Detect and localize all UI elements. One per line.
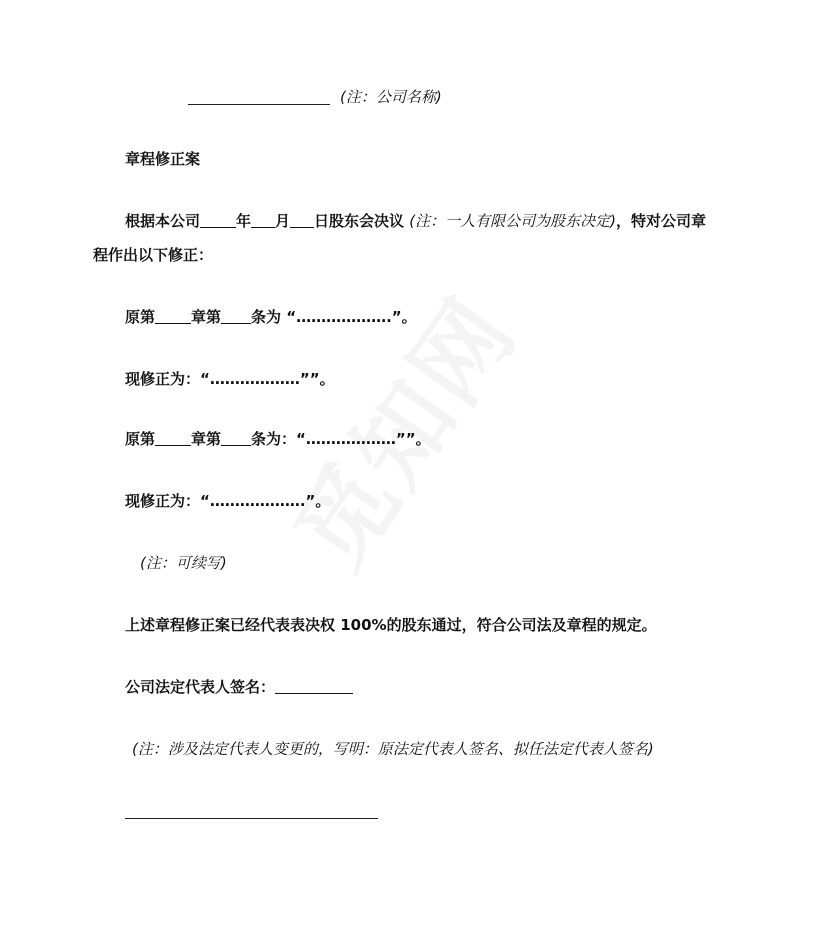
approval-statement: 上述章程修正案已经代表表决权 100%的股东通过，符合公司法及章程的规定。 (125, 616, 657, 634)
document-title: 章程修正案 (125, 150, 201, 168)
intro-day-meeting: 日股东会决议 (314, 212, 405, 230)
amendment-2-suffix: 条为：“………………””。 (251, 430, 431, 448)
amendment-1-suffix: 条为 “……………….”。 (251, 308, 417, 326)
amendment-1-revised: 现修正为：“………………””。 (125, 370, 335, 388)
amendment-2-article-blank[interactable] (221, 429, 251, 446)
amendment-1-chapter-blank[interactable] (155, 307, 191, 324)
intro-line-2: 程作出以下修正： (93, 246, 214, 264)
signature-blank[interactable] (275, 677, 353, 694)
intro-part1: 根据本公司 (125, 212, 201, 230)
amendment-2-chapter: 章第 (191, 430, 222, 448)
amendment-2-chapter-blank[interactable] (155, 429, 191, 446)
intro-year: 年 (236, 212, 252, 230)
year-blank[interactable] (200, 211, 236, 228)
amendment-1-article-blank[interactable] (221, 307, 251, 324)
amendment-2-prefix: 原第 (125, 430, 156, 448)
amendment-2-revised: 现修正为：“……………….”。 (125, 492, 331, 510)
bottom-signature-rule[interactable] (125, 818, 378, 819)
signature-label: 公司法定代表人签名： (125, 678, 276, 696)
intro-month: 月 (275, 212, 291, 230)
signature-line (125, 676, 353, 698)
month-blank[interactable] (251, 211, 275, 228)
intro-line-1 (125, 210, 706, 232)
company-name-note: (注：公司名称) (340, 88, 442, 106)
intro-part2: ，特对公司章 (616, 212, 707, 230)
amendment-1-prefix: 原第 (125, 308, 156, 326)
signature-note: (注：涉及法定代表人变更的，写明：原法定代表人签名、拟任法定代表人签名) (132, 740, 654, 758)
continue-note: (注：可续写) (140, 554, 227, 572)
day-blank[interactable] (290, 211, 314, 228)
company-name-blank[interactable] (188, 104, 330, 105)
amendment-1-original (125, 306, 417, 328)
amendment-1-chapter: 章第 (191, 308, 222, 326)
intro-note: (注：一人有限公司为股东决定) (409, 212, 617, 230)
amendment-2-original (125, 428, 431, 450)
